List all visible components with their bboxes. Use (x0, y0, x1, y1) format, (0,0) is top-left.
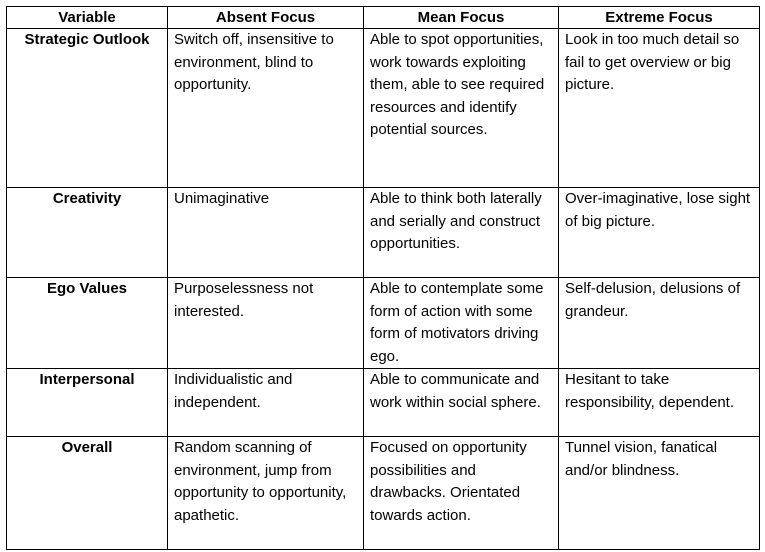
header-absent-focus: Absent Focus (168, 7, 364, 29)
table-row-ego-values (7, 278, 760, 369)
extreme-focus-cell: Self-delusion, delusions of grandeur. (559, 278, 760, 369)
absent-focus-cell: Purposelessness not interested. (168, 278, 364, 369)
variable-cell: Interpersonal (7, 369, 168, 437)
focus-variables-table (6, 6, 760, 550)
extreme-focus-cell: Over-imaginative, lose sight of big picture. (559, 188, 760, 278)
absent-focus-cell: Random scanning of environment, jump from opportunity to opportunity, apathetic. (168, 437, 364, 550)
extreme-focus-cell: Look in too much detail so fail to get overview or big picture. (559, 29, 760, 188)
header-mean-focus: Mean Focus (364, 7, 559, 29)
table-row-creativity (7, 188, 760, 278)
variable-cell: Overall (7, 437, 168, 550)
absent-focus-cell: Unimaginative (168, 188, 364, 278)
header-variable: Variable (7, 7, 168, 29)
table-row-overall (7, 437, 760, 550)
variable-cell: Ego Values (7, 278, 168, 369)
header-row (7, 7, 760, 29)
extreme-focus-cell: Tunnel vision, fanatical and/or blindness. (559, 437, 760, 550)
mean-focus-cell: Able to think both laterally and serially and construct opportunities. (364, 188, 559, 278)
mean-focus-cell: Able to spot opportunities, work towards exploiting them, able to see required resources and identify potential sources. (364, 29, 559, 188)
absent-focus-cell: Switch off, insensitive to environment, blind to opportunity. (168, 29, 364, 188)
mean-focus-cell: Able to communicate and work within social sphere. (364, 369, 559, 437)
focus-table-container (6, 6, 760, 550)
variable-cell: Creativity (7, 188, 168, 278)
table-row-interpersonal (7, 369, 760, 437)
header-extreme-focus: Extreme Focus (559, 7, 760, 29)
variable-cell: Strategic Outlook (7, 29, 168, 188)
mean-focus-cell: Able to contemplate some form of action with some form of motivators driving ego. (364, 278, 559, 369)
mean-focus-cell: Focused on opportunity possibilities and drawbacks. Orientated towards action. (364, 437, 559, 550)
table-row-strategic-outlook (7, 29, 760, 188)
absent-focus-cell: Individualistic and independent. (168, 369, 364, 437)
extreme-focus-cell: Hesitant to take responsibility, dependent. (559, 369, 760, 437)
